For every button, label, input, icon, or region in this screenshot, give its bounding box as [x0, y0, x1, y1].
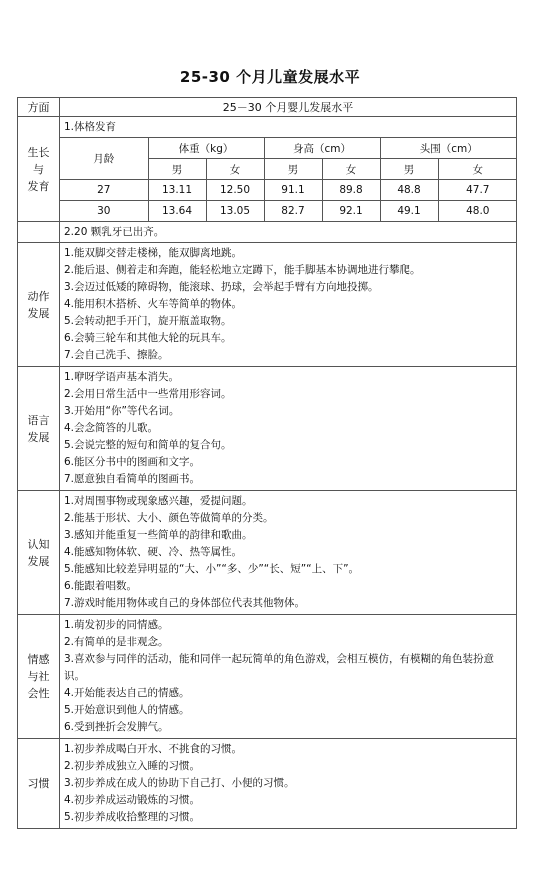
head-female-cell: 48.0 — [438, 201, 517, 222]
weight-male-cell: 13.11 — [148, 180, 206, 201]
list-item: 7.会自己洗手、擦脸。 — [64, 349, 169, 361]
table-row — [60, 180, 517, 201]
cognition-items — [60, 491, 517, 615]
head-female-cell: 47.7 — [438, 180, 517, 201]
section-label-line: 与社 — [27, 670, 50, 683]
list-item: 7.愿意独自看简单的图画书。 — [64, 473, 201, 485]
table-row — [60, 201, 517, 222]
list-item: 4.开始能表达自己的情感。 — [64, 687, 190, 699]
list-item: 1.对周围事物或现象感兴趣，爱提问题。 — [64, 495, 253, 507]
list-item: 2.能基于形状、大小、颜色等做简单的分类。 — [64, 512, 274, 524]
page-title: 25-30 个月儿童发展水平 — [179, 68, 361, 86]
habits-items — [60, 739, 517, 829]
growth-note-row — [18, 222, 517, 243]
list-item: 1.萌发初步的同情感。 — [64, 619, 169, 631]
age-cell: 27 — [60, 180, 148, 201]
section-habits — [18, 739, 517, 829]
list-item: 6.能区分书中的图画和文字。 — [64, 456, 201, 468]
weight-female-cell: 13.05 — [206, 201, 264, 222]
section-label-motor — [18, 243, 60, 367]
female-header: 女 — [322, 159, 380, 180]
section-label-language — [18, 367, 60, 491]
section-label-habits — [18, 739, 60, 829]
list-item: 5.初步养成收拾整理的习惯。 — [64, 811, 201, 823]
list-item: 2.能后退、侧着走和奔跑，能轻松地立定蹲下，能手脚基本协调地进行攀爬。 — [64, 264, 421, 276]
list-item: 5.开始意识到他人的情感。 — [64, 704, 190, 716]
section-label-line: 认知 — [27, 537, 50, 551]
section-label-emotion — [18, 615, 60, 739]
section-label-line: 发展 — [27, 554, 50, 568]
weight-male-cell: 13.64 — [148, 201, 206, 222]
section-label-line: 动作 — [27, 289, 50, 303]
age-cell: 30 — [60, 201, 148, 222]
list-item: 3.感知并能重复一些简单的韵律和歌曲。 — [64, 529, 253, 541]
section-cognition — [18, 491, 517, 615]
list-item: 5.会转动把手开门，旋开瓶盖取物。 — [64, 315, 232, 327]
list-item: 4.初步养成运动锻炼的习惯。 — [64, 794, 201, 806]
list-item: 4.会念简答的儿歌。 — [64, 422, 159, 434]
height-female-cell: 89.8 — [322, 180, 380, 201]
male-header: 男 — [380, 159, 438, 180]
section-label-cognition — [18, 491, 60, 615]
section-label-growth — [18, 117, 60, 222]
section-label-line: 与 — [33, 162, 44, 176]
head-male-cell: 48.8 — [380, 180, 438, 201]
list-item: 4.能感知物体软、硬、冷、热等属性。 — [64, 546, 243, 558]
growth-measure-table — [60, 137, 517, 221]
header-level: 25－30 个月婴儿发展水平 — [60, 98, 517, 117]
table-header-row — [18, 98, 517, 117]
motor-items — [60, 243, 517, 367]
list-item: 1.咿呀学语声基本消失。 — [64, 371, 180, 383]
growth-subtitle: 1.体格发育 — [64, 121, 117, 133]
list-item: 6.能跟着唱数。 — [64, 580, 138, 592]
list-item: 2.会用日常生活中一些常用形容词。 — [64, 388, 232, 400]
growth-note: 2.20 颗乳牙已出齐。 — [60, 222, 517, 243]
list-item: 1.能双脚交替走楼梯，能双脚离地跳。 — [64, 247, 243, 259]
list-item: 2.初步养成独立入睡的习惯。 — [64, 760, 201, 772]
emotion-items — [60, 615, 517, 739]
section-language — [18, 367, 517, 491]
development-table — [17, 97, 517, 829]
section-label-line: 会性 — [27, 687, 50, 700]
list-item: 6.会骑三轮车和其他大轮的玩具车。 — [64, 332, 232, 344]
list-item: 6.受到挫折会发脾气。 — [64, 721, 169, 733]
section-motor — [18, 243, 517, 367]
list-item: 1.初步养成喝白开水、不挑食的习惯。 — [64, 743, 243, 755]
list-item: 3.开始用“你”等代名词。 — [64, 405, 180, 417]
header-aspect: 方面 — [18, 98, 60, 117]
list-item: 3.会迈过低矮的障碍物，能滚球、扔球，会举起手臂有方向地投掷。 — [64, 281, 379, 293]
language-items — [60, 367, 517, 491]
male-header: 男 — [148, 159, 206, 180]
list-item: 4.能用积木搭桥、火车等简单的物体。 — [64, 298, 243, 310]
growth-content — [60, 117, 517, 222]
section-label-line: 发展 — [27, 430, 50, 444]
section-label-line: 语言 — [27, 413, 50, 427]
height-female-cell: 92.1 — [322, 201, 380, 222]
list-item: 3.喜欢参与同伴的活动，能和同伴一起玩简单的角色游戏，会相互模仿，有模糊的角色装扮意识。 — [64, 653, 495, 682]
section-label-line: 发展 — [27, 306, 50, 320]
male-header: 男 — [264, 159, 322, 180]
section-label-line: 生长 — [27, 145, 50, 159]
section-growth — [18, 117, 517, 222]
weight-female-cell: 12.50 — [206, 180, 264, 201]
height-male-cell: 91.1 — [264, 180, 322, 201]
section-emotion — [18, 615, 517, 739]
list-item: 7.游戏时能用物体或自己的身体部位代表其他物体。 — [64, 597, 306, 609]
height-header: 身高（cm） — [264, 138, 380, 159]
section-label-line: 发育 — [27, 179, 50, 193]
female-header: 女 — [206, 159, 264, 180]
list-item: 3.初步养成在成人的协助下自己打、小便的习惯。 — [64, 777, 295, 789]
list-item: 2.有简单的是非观念。 — [64, 636, 169, 648]
section-label-line: 习惯 — [27, 777, 50, 790]
female-header: 女 — [438, 159, 517, 180]
age-header: 月龄 — [60, 138, 148, 180]
height-male-cell: 82.7 — [264, 201, 322, 222]
section-label-line: 情感 — [27, 653, 50, 666]
weight-header: 体重（kg） — [148, 138, 264, 159]
head-header: 头围（cm） — [380, 138, 517, 159]
head-male-cell: 49.1 — [380, 201, 438, 222]
list-item: 5.会说完整的短句和简单的复合句。 — [64, 439, 232, 451]
list-item: 5.能感知比较差异明显的“大、小”“多、少”“长、短”“上、下”。 — [64, 563, 360, 575]
